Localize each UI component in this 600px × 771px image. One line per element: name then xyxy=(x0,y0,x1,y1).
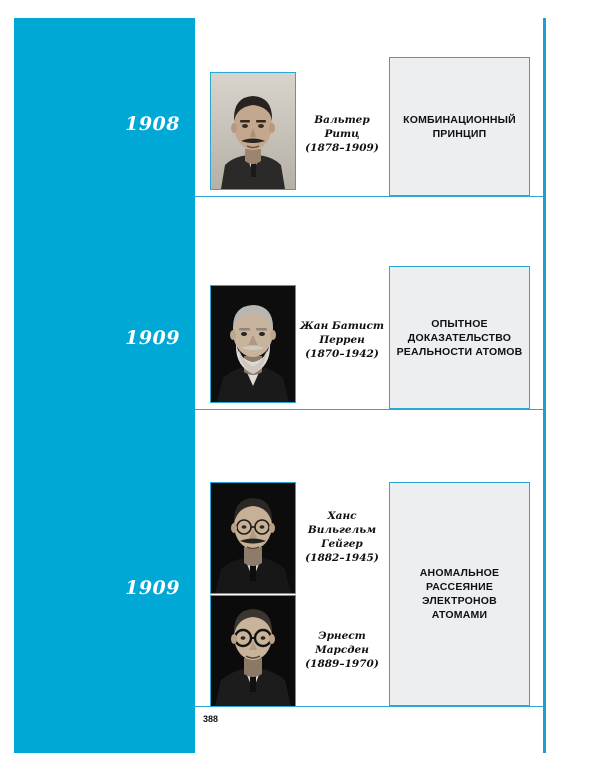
year-label-1908: 1908 xyxy=(125,113,180,135)
portrait-image xyxy=(211,596,295,706)
portrait-image xyxy=(211,286,295,402)
concept-box-2: ОПЫТНОЕ ДОКАЗАТЕЛЬСТВО РЕАЛЬНОСТИ АТОМОВ xyxy=(389,266,530,409)
page-number: 388 xyxy=(203,714,219,724)
right-vertical-rule xyxy=(543,18,546,753)
portrait-image xyxy=(211,73,295,189)
concept-box-1: КОМБИНАЦИОННЫЙ ПРИНЦИП xyxy=(389,57,530,196)
person-name-4: Эрнест Марсден (1889–1970) xyxy=(305,630,379,670)
portrait-hans-vilgelm-geiger xyxy=(210,482,296,594)
person-name-2: Жан Батист Перрен (1870–1942) xyxy=(300,320,384,360)
row-divider-2 xyxy=(195,409,543,410)
row-divider-1 xyxy=(195,196,543,197)
year-label-1909-a: 1909 xyxy=(125,327,180,349)
year-label-1909-b: 1909 xyxy=(125,577,180,599)
concept-box-3: АНОМАЛЬНОЕ РАССЕЯНИЕ ЭЛЕКТРОНОВ АТОМАМИ xyxy=(389,482,530,706)
person-name-1: Вальтер Ритц (1878–1909) xyxy=(305,114,379,154)
portrait-zhan-batist-perren xyxy=(210,285,296,403)
portrait-valter-ritz xyxy=(210,72,296,190)
person-name-3: Ханс Вильгельм Гейгер (1882–1945) xyxy=(305,510,379,564)
portrait-ernest-marsden xyxy=(210,595,296,707)
portrait-image xyxy=(211,483,295,593)
